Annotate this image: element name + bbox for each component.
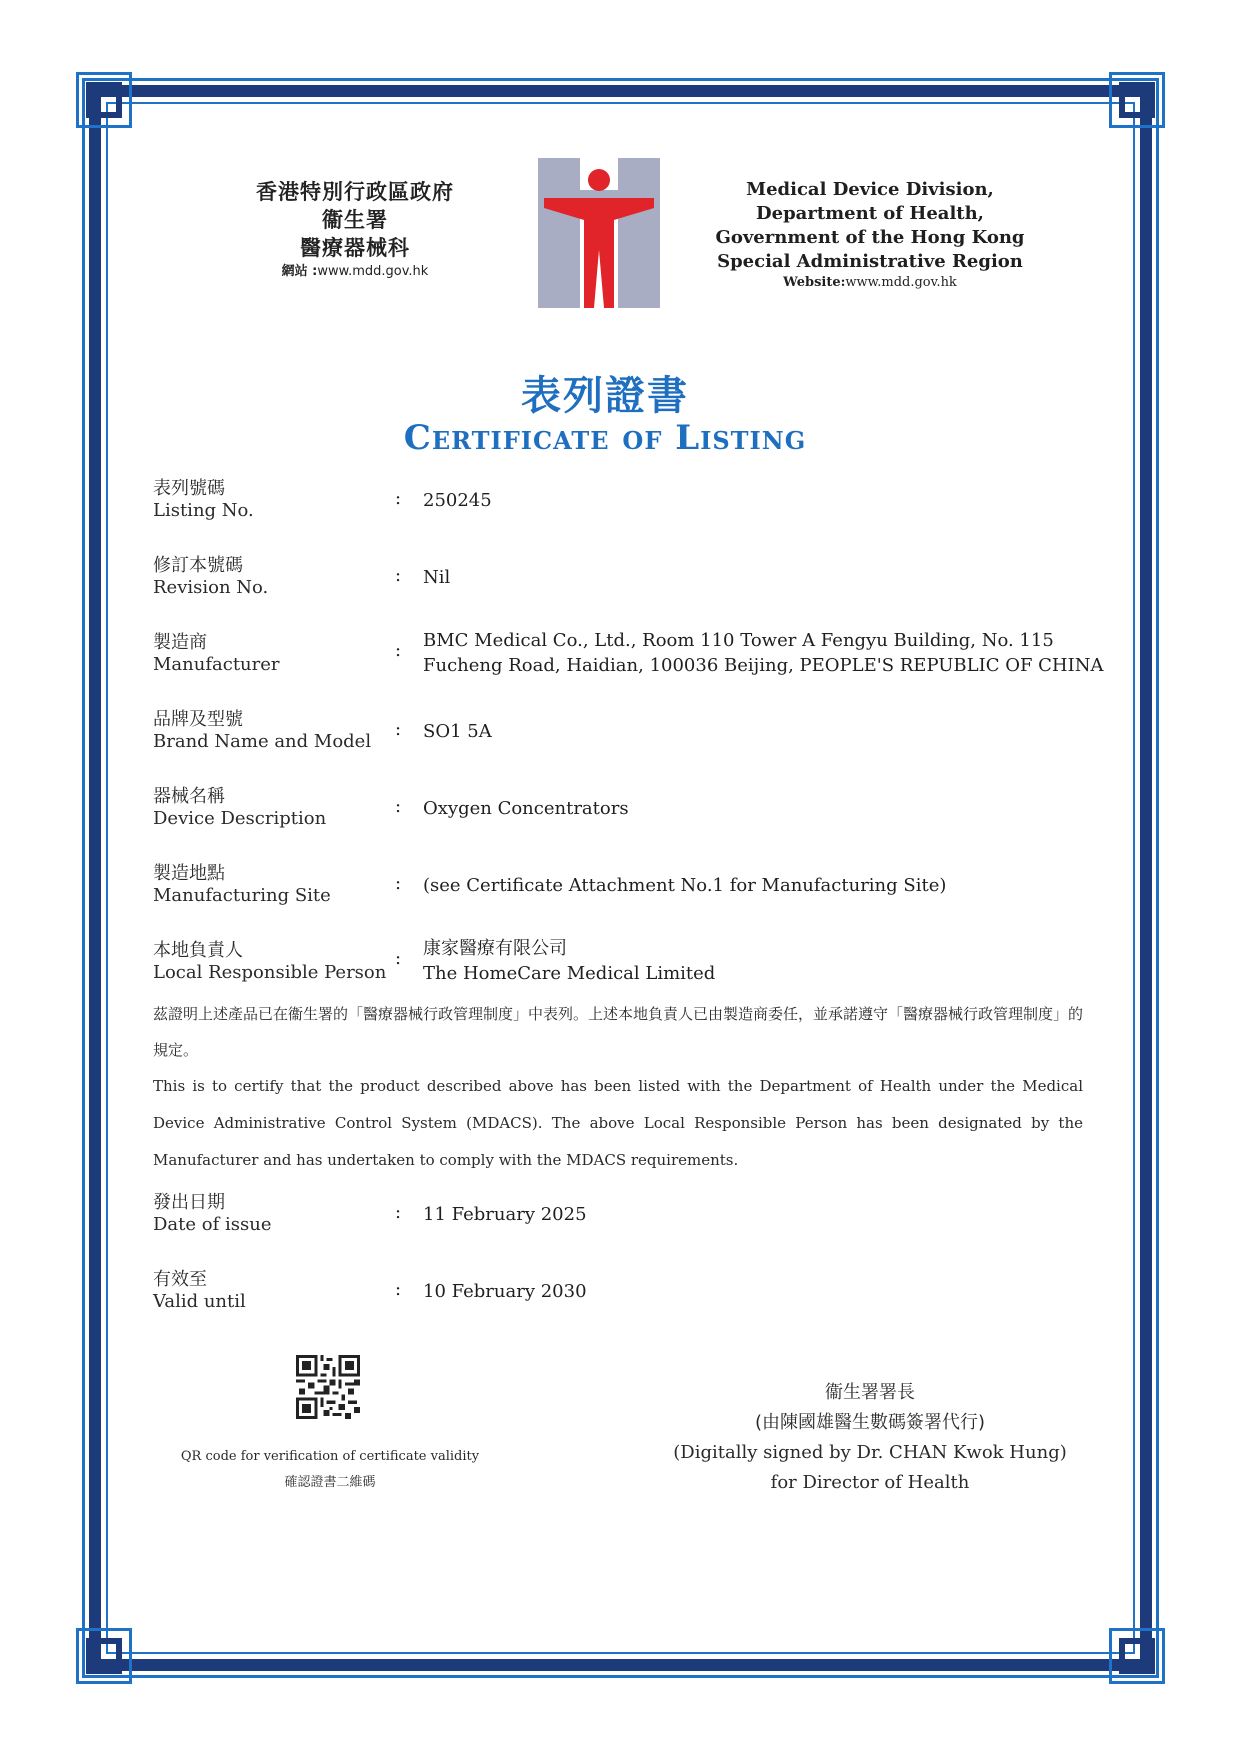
field-colon: :: [395, 948, 402, 969]
manufacturer-address-line1: BMC Medical Co., Ltd., Room 110 Tower A Fengyu Building, No. 115: [423, 630, 1054, 651]
header-left-line3: 醫療器械科: [300, 236, 410, 260]
field-colon: :: [395, 1279, 402, 1300]
header-left-website: 網站 :www.mdd.gov.hk: [281, 264, 429, 279]
header-right-website: Website:www.mdd.gov.hk: [783, 275, 957, 290]
field-valid-until: [153, 1265, 1103, 1325]
field-listing-no: [153, 474, 1103, 534]
field-value: 250245: [423, 490, 492, 511]
field-value: Nil: [423, 567, 451, 588]
field-label-zh: 發出日期: [153, 1192, 225, 1213]
header-right-line1: Medical Device Division,: [746, 179, 994, 200]
frame-corner-top-right: [1109, 72, 1165, 128]
field-colon: :: [395, 488, 402, 509]
header-left-line1: 香港特別行政區政府: [256, 180, 454, 204]
header-right-line2: Department of Health,: [756, 203, 984, 224]
field-label-zh: 有效至: [153, 1269, 207, 1290]
certification-statement-chinese: 茲證明上述產品已在衞生署的「醫療器械行政管理制度」中表列。上述本地負責人已由製造商委任，並承諾遵守「醫療器械行政管理制度」的規定。: [153, 1005, 1084, 1059]
frame-corner-top-left: [76, 72, 132, 128]
field-label-zh: 本地負責人: [153, 940, 243, 961]
verification-qr-code-icon[interactable]: [296, 1355, 360, 1419]
field-revision-no: [153, 551, 1103, 611]
field-local-responsible-person: [153, 936, 1103, 996]
field-label-en: Device Description: [153, 808, 327, 829]
field-device-description: [153, 782, 1103, 842]
field-label-zh: 修訂本號碼: [153, 555, 243, 576]
certification-statement-english: This is to certify that the product described above has been listed with the Department of Health under the Medical Device Administrative Control System (MDACS). The above Local Responsible Person has been designated by the Manufacturer and has undertaken to comply with the MDACS requirements.: [153, 1077, 1083, 1169]
field-label-zh: 品牌及型號: [153, 709, 243, 730]
field-label-en: Manufacturer: [153, 654, 280, 675]
field-label-zh: 表列號碼: [153, 478, 225, 499]
field-label-en: Revision No.: [153, 577, 269, 598]
qr-caption-en: QR code for verification of certificate validity: [180, 1449, 480, 1464]
qr-caption: [160, 1444, 500, 1496]
frame-corner-bottom-right: [1109, 1628, 1165, 1684]
field-colon: :: [395, 565, 402, 586]
qr-caption-zh: 確認證書二維碼: [284, 1475, 376, 1490]
signatory-title: 衞生署署長: [825, 1382, 915, 1403]
signatory-en: (Digitally signed by Dr. CHAN Kwok Hung): [673, 1442, 1067, 1463]
lrp-name-zh: 康家醫療有限公司: [423, 938, 567, 959]
field-colon: :: [395, 1202, 402, 1223]
header-right-line3: Government of the Hong Kong: [715, 227, 1025, 248]
frame-corner-bottom-left: [76, 1628, 132, 1684]
field-label-zh: 製造地點: [153, 863, 225, 884]
certificate-title-english: Certificate of Listing: [403, 418, 807, 458]
signature-block: [670, 1378, 1070, 1498]
header-left-line2: 衞生署: [322, 208, 388, 232]
field-value: SO1 5A: [423, 721, 492, 742]
header-right-english: [700, 178, 1040, 292]
field-colon: :: [395, 873, 402, 894]
field-manufacturing-site: [153, 859, 1103, 919]
field-value: (see Certificate Attachment No.1 for Manufacturing Site): [423, 875, 947, 896]
field-colon: :: [395, 719, 402, 740]
field-value: [423, 628, 1123, 678]
signatory-zh: (由陳國雄醫生數碼簽署代行): [754, 1412, 986, 1433]
field-manufacturer: [153, 628, 1103, 688]
department-of-health-logo-icon: [538, 158, 660, 308]
field-label-en: Local Responsible Person: [153, 962, 387, 983]
field-label-en: Date of issue: [153, 1214, 272, 1235]
field-value: 10 February 2030: [423, 1281, 587, 1302]
field-label-en: Manufacturing Site: [153, 885, 331, 906]
field-label-zh: 器械名稱: [153, 786, 225, 807]
field-label-en: Valid until: [153, 1291, 246, 1312]
header-left-chinese: [220, 178, 490, 282]
field-colon: :: [395, 640, 402, 661]
field-value: [423, 936, 1123, 986]
field-date-of-issue: [153, 1188, 1103, 1248]
field-brand-model: [153, 705, 1103, 765]
field-label-en: Brand Name and Model: [153, 731, 372, 752]
manufacturer-address-line2: Fucheng Road, Haidian, 100036 Beijing, PEOPLE'S REPUBLIC OF CHINA: [423, 655, 1104, 676]
field-label-en: Listing No.: [153, 500, 254, 521]
signatory-for: for Director of Health: [770, 1472, 970, 1493]
field-value: Oxygen Concentrators: [423, 798, 629, 819]
lrp-name-en: The HomeCare Medical Limited: [423, 963, 716, 984]
certificate-title-chinese: 表列證書: [521, 373, 689, 419]
field-colon: :: [395, 796, 402, 817]
field-value: 11 February 2025: [423, 1204, 587, 1225]
header-right-line4: Special Administrative Region: [717, 251, 1023, 272]
field-label-zh: 製造商: [153, 632, 207, 653]
